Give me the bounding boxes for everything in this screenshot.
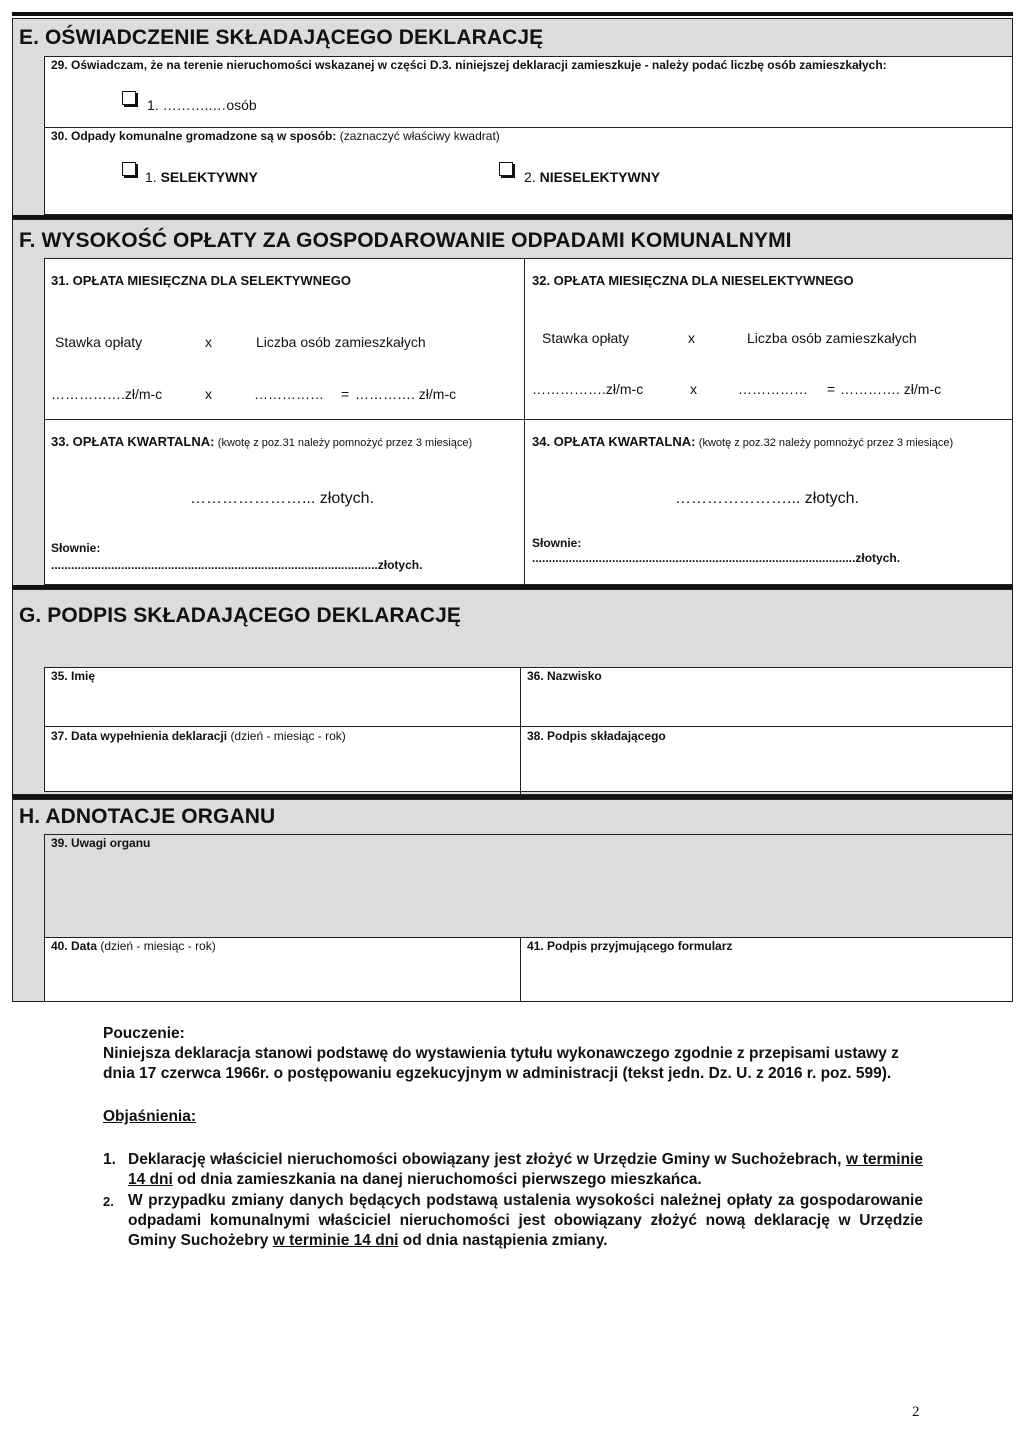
field-31-result-input[interactable]: …………. zł/m-c: [355, 386, 457, 402]
note-1-text-b: od dnia zamieszkania na danej nieruchomości pierwszego mieszkańca.: [177, 1171, 702, 1188]
section-f-title: F. WYSOKOŚĆ OPŁATY ZA GOSPODAROWANIE ODPADAMI KOMUNALNYMI: [19, 229, 792, 252]
section-e-title: E. OŚWIADCZENIE SKŁADAJĄCEGO DEKLARACJĘ: [19, 26, 544, 49]
selective-checkbox[interactable]: [122, 162, 136, 176]
field-33-label: 33. OPŁATA KWARTALNA:: [51, 434, 215, 449]
field-34-label: 34. OPŁATA KWARTALNA:: [532, 434, 696, 449]
field-31-persons-label: Liczba osób zamieszkałych: [256, 334, 426, 350]
field-34-amount-input[interactable]: …………………... złotych.: [675, 490, 860, 507]
non-selective-option-number: 2.: [524, 169, 536, 185]
top-rule: [12, 12, 1013, 16]
section-f-row-divider: [44, 419, 1013, 420]
field-31-equals: =: [341, 386, 350, 402]
field-29-label: 29. Oświadczam, że na terenie nieruchomości wskazanej w części D.3. niniejszej deklaracji zamieszkuje - należy podać liczbę osób zamieszkałych:: [51, 58, 887, 72]
note-1-number: 1.: [103, 1151, 116, 1168]
field-32-result-input[interactable]: …………. zł/m-c: [840, 381, 942, 397]
field-32-times-2: x: [690, 381, 697, 397]
selective-option[interactable]: [145, 169, 258, 185]
field-34-words-input[interactable]: .................................................................................................złotych.: [532, 551, 901, 565]
field-31-persons-input[interactable]: ……………: [254, 386, 324, 402]
field-31-times-2: x: [205, 386, 212, 402]
fill-date-label: 37. Data wypełnienia deklaracji: [51, 729, 228, 743]
field-32-label: 32. OPŁATA MIESIĘCZNA DLA NIESELEKTYWNEGO: [532, 273, 854, 288]
note-2-text-b: od dnia nastąpienia zmiany.: [402, 1232, 608, 1249]
field-33-amount-input[interactable]: …………………... złotych.: [190, 490, 375, 507]
note-2-number: 2.: [103, 1194, 114, 1209]
pouczenie-text: Niniejsza deklaracja stanowi podstawę do wystawienia tytułu wykonawczego zgodnie z przepisami ustawy z dnia 17 czerwca 1966r. o postępowaniu egzekucyjnym w administracji (tekst jedn. Dz. U. z 2016 r. poz. 599).: [103, 1045, 899, 1082]
field-29-checkbox[interactable]: [122, 91, 136, 105]
section-g-title: G. PODPIS SKŁADAJĄCEGO DEKLARACJĘ: [19, 604, 462, 627]
page-number: 2: [912, 1404, 920, 1420]
organ-date-hint: (dzień - miesiąc - rok): [100, 939, 216, 953]
field-30-hint: (zaznaczyć właściwy kwadrat): [339, 129, 500, 143]
section-f-table: [44, 258, 1013, 585]
note-2-text-a: W przypadku zmiany danych będących podstawą ustalenia wysokości należnej opłaty za gospodarowanie odpadami komunalnymi właściciel nieruchomości jest obowiązany złożyć nową deklarację w Urzędzie Gminy Suchożebry: [128, 1192, 923, 1249]
pouczenie-title: Pouczenie:: [103, 1025, 185, 1042]
field-33-words-input[interactable]: ..................................................................................................złotych.: [51, 558, 423, 572]
field-32-rate-label: Stawka opłaty: [542, 330, 630, 346]
field-33-words-label: Słownie:: [51, 541, 101, 555]
section-g-row-divider: [44, 726, 1013, 727]
non-selective-checkbox[interactable]: [499, 162, 513, 176]
field-32-rate-input[interactable]: …………….zł/m-c: [532, 381, 644, 397]
note-2-text: [128, 1191, 923, 1251]
section-h-title: H. ADNOTACJE ORGANU: [19, 805, 276, 828]
field-34-label-row: [532, 434, 953, 449]
remarks-field[interactable]: 39. Uwagi organu: [51, 836, 151, 850]
first-name-field[interactable]: 35. Imię: [51, 669, 96, 683]
non-selective-option[interactable]: [524, 169, 660, 185]
selective-option-number: 1.: [145, 169, 157, 185]
signature-field[interactable]: 38. Podpis składającego: [527, 729, 666, 743]
note-1-text: [128, 1150, 923, 1190]
selective-option-label: SELEKTYWNY: [160, 169, 258, 185]
field-32-equals: =: [827, 381, 836, 397]
note-2-deadline: w terminie 14 dni: [272, 1232, 399, 1249]
receiver-signature-field[interactable]: 41. Podpis przyjmującego formularz: [527, 939, 733, 953]
field-33-hint: (kwotę z poz.31 należy pomnożyć przez 3 miesiące): [217, 437, 473, 449]
last-name-field[interactable]: 36. Nazwisko: [527, 669, 602, 683]
objasnienia-title: Objaśnienia:: [103, 1108, 197, 1125]
note-1-text-a: Deklarację właściciel nieruchomości obowiązany jest złożyć w Urzędzie Gminy w Suchożebrach,: [128, 1151, 842, 1168]
section-g-divider: [520, 667, 521, 797]
field-33-label-row: [51, 434, 472, 449]
field-30-label-row: [51, 129, 500, 143]
remarks-box: [44, 834, 1013, 938]
non-selective-option-label: NIESELEKTYWNY: [539, 169, 661, 185]
note-1-deadline: w terminie 14 dni: [128, 1151, 923, 1188]
field-34-hint: (kwotę z poz.32 należy pomnożyć przez 3 miesiące): [698, 437, 954, 449]
field-32-times: x: [688, 330, 695, 346]
field-31-rate-input[interactable]: …………….zł/m-c: [51, 386, 163, 402]
field-32-persons-input[interactable]: ……………: [738, 381, 808, 397]
field-32-persons-label: Liczba osób zamieszkałych: [747, 330, 917, 346]
organ-date-label: 40. Data: [51, 939, 98, 953]
field-29-persons-input[interactable]: 1. ………..…osób: [147, 97, 257, 113]
field-31-label: 31. OPŁATA MIESIĘCZNA DLA SELEKTYWNEGO: [51, 273, 351, 288]
field-30-label: 30. Odpady komunalne gromadzone są w sposób:: [51, 129, 337, 143]
field-31-rate-label: Stawka opłaty: [55, 334, 143, 350]
section-f-divider: [524, 258, 525, 585]
fill-date-field[interactable]: [51, 729, 346, 743]
organ-date-field[interactable]: [51, 939, 216, 953]
field-34-words-label: Słownie:: [532, 536, 582, 550]
field-31-times: x: [205, 334, 212, 350]
fill-date-hint: (dzień - miesiąc - rok): [230, 729, 346, 743]
section-h-divider: [520, 937, 521, 1002]
